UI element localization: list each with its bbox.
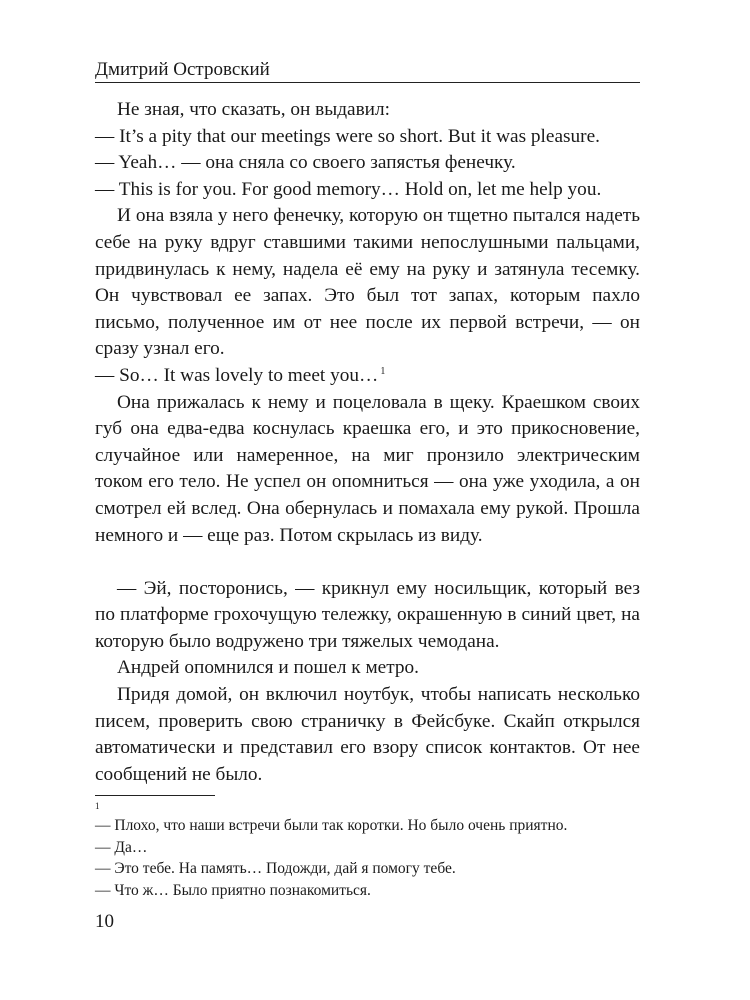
dialogue-line: — Yeah… — она сняла со своего запястья фенечку. xyxy=(95,152,516,174)
body-text xyxy=(95,97,640,788)
footnote-line: — Это тебе. На память… Подожди, дай я помогу тебе. xyxy=(95,860,456,877)
footnote-line: — Да… xyxy=(95,838,148,856)
footnote-line: — Плохо, что наши встречи были так коротки. Но было очень приятно. xyxy=(95,817,568,834)
paragraph: Придя домой, он включил ноутбук, чтобы написать несколько писем, проверить свою страничку в Фейсбуке. Скайп открылся автоматически и представил его взору список контактов. От нее сообщений не было. xyxy=(95,684,640,785)
paragraph: Андрей опомнился и пошел к метро. xyxy=(117,657,419,679)
dialogue-text: — So… It was lovely to meet you… xyxy=(95,364,379,386)
paragraph: Она прижалась к нему и поцеловала в щеку. Краешком своих губ она едва-едва коснулась краешка его, и это прикосновение, случайное или намеренное, на миг пронзило электрическим током его тело. Не успел он опомниться — она уже уходила, а он смотрел ей вслед. Она обернулась и помахала ему рукой. Прошла немного и — еще раз. Потом скрылась из виду. xyxy=(95,391,640,546)
dialogue-line: — It’s a pity that our meetings were so short. But it was pleasure. xyxy=(95,125,600,147)
footnote-line: — Что ж… Было приятно познакомиться. xyxy=(95,881,371,899)
dialogue-line-with-footnote xyxy=(95,363,640,390)
paragraph: — Эй, посторонись, — крикнул ему носильщик, который вез по платформе грохочущую тележку, окрашенную в синий цвет, на которую было водружено три тяжелых чемодана. xyxy=(95,577,640,652)
footnote-reference: 1 xyxy=(380,365,386,377)
header-rule xyxy=(95,82,640,83)
page-number: 10 xyxy=(95,911,114,932)
paragraph: Не зная, что сказать, он выдавил: xyxy=(117,99,390,120)
footnote-marker: 1 xyxy=(95,801,100,811)
footnote-rule xyxy=(95,795,215,796)
dialogue-line: — This is for you. For good memory… Hold on, let me help you. xyxy=(95,178,602,200)
running-head-author: Дмитрий Островский xyxy=(95,59,270,80)
paragraph: И она взяла у него фенечку, которую он тщетно пытался надеть себе на руку вдруг ставшими такими непослушными пальцами, придвинулась к нему, надела её ему на руку и затянула тесемку. Он чувствовал ее запах. Это был тот запах, которым пахло письмо, полученное им от нее после их первой встречи, — он сразу узнал его. xyxy=(95,205,640,360)
footnotes xyxy=(95,800,640,901)
